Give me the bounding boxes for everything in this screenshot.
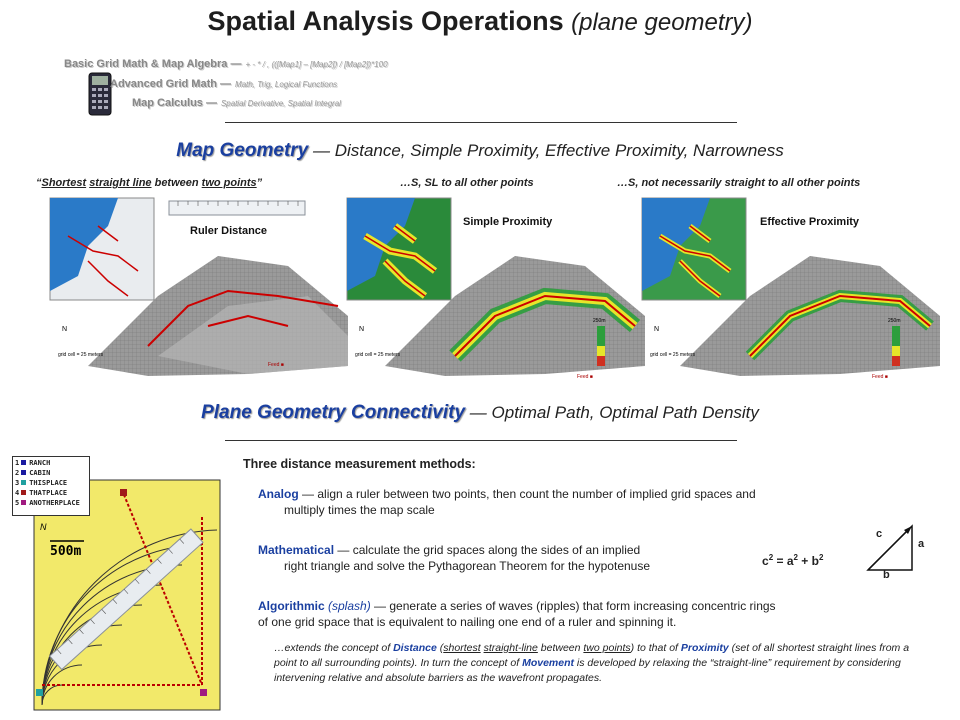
legend-n-5: 5	[15, 499, 20, 507]
feed-text-1: Feed ■	[268, 362, 284, 368]
method-analog	[258, 486, 898, 518]
legend-swatch-4	[21, 490, 26, 495]
algorithmic-note: (splash)	[328, 599, 371, 613]
connectivity-topics: Optimal Path, Optimal Path Density	[491, 403, 759, 422]
extends-p7: is developed by relaxing the “straight-line” requirement by considering intervening relative and absolute barriers as the wavefront propagates.	[274, 657, 901, 684]
extends-movement: Movement	[522, 657, 575, 669]
formula-b: b	[811, 554, 819, 568]
mathematical-text-2: right triangle and solve the Pythagorean Theorem for the hypotenuse	[284, 559, 651, 573]
formula-c: c	[762, 554, 769, 568]
word-straight-line: straight line	[89, 177, 152, 189]
calculator-icon	[88, 72, 112, 116]
map-point-thisplace	[36, 689, 43, 696]
algorithmic-label: Algorithmic	[258, 599, 325, 613]
map-scale: 500m	[50, 544, 82, 559]
map-geometry-title: Map Geometry	[176, 140, 309, 161]
subtitle-distance	[36, 177, 262, 189]
mathematical-label: Mathematical	[258, 543, 335, 557]
legend-n-1: 1	[15, 459, 20, 467]
formula-c-sq: 2	[768, 553, 774, 562]
formula-a-sq: 2	[793, 553, 798, 562]
extends-paragraph	[274, 641, 934, 686]
svg-text:N: N	[40, 522, 47, 532]
formula-b-sq: 2	[819, 553, 824, 562]
legend-swatch-2	[21, 470, 26, 475]
extends-p1: …extends the concept of	[274, 642, 394, 654]
subtitle-effective: …S, not necessarily straight to all other points	[617, 177, 861, 189]
pythagorean-formula	[762, 553, 823, 568]
map-geometry-topics: Distance, Simple Proximity, Effective Proximity, Narrowness	[334, 141, 784, 160]
legend-top-2: 250m	[593, 318, 606, 324]
triangle-label-b: b	[883, 569, 890, 581]
legend-swatch-1	[21, 460, 26, 465]
svg-text:N: N	[359, 326, 365, 333]
legend-name-1: RANCH	[29, 459, 51, 467]
ruler-icon	[168, 200, 306, 216]
divider-bottom	[225, 440, 737, 441]
extends-p4: between	[537, 642, 584, 654]
level-calculus	[132, 97, 341, 109]
level-advanced-label: Advanced Grid Math —	[110, 78, 232, 90]
extends-p5: ) to that of	[630, 642, 681, 654]
svg-text:N: N	[654, 326, 660, 333]
legend-name-3: THISPLACE	[29, 479, 68, 487]
subtitle-simple: …S, SL to all other points	[400, 177, 534, 189]
extends-proximity: Proximity	[680, 642, 729, 654]
map-point-thatplace	[120, 489, 127, 496]
formula-a: a	[786, 554, 794, 568]
formula-eq: =	[773, 554, 787, 568]
analog-label: Analog	[258, 487, 299, 501]
map-point-anotherplace	[200, 689, 207, 696]
legend-name-2: CABIN	[29, 469, 51, 477]
legend-n-4: 4	[15, 489, 20, 497]
connectivity-dash: —	[469, 403, 487, 422]
extends-twopoints: two points	[583, 642, 631, 654]
legend-item-1	[15, 458, 87, 468]
extends-p2: (	[436, 642, 444, 654]
level-calculus-detail: Spatial Derivative, Spatial Integral	[220, 99, 342, 108]
word-shortest: Shortest	[41, 177, 87, 189]
word-two-points: two points	[201, 177, 257, 189]
extends-straight: straight-line	[483, 642, 538, 654]
divider-top	[225, 122, 737, 123]
page-title	[0, 6, 960, 37]
level-basic	[64, 58, 388, 70]
title-main: Spatial Analysis Operations	[207, 6, 564, 36]
legend-item-5	[15, 498, 87, 508]
extends-distance: Distance	[393, 642, 437, 654]
level-advanced-detail: Math, Trig, Logical Functions	[235, 80, 338, 89]
panel-label-ruler: Ruler Distance	[190, 225, 268, 237]
triangle-label-a: a	[918, 538, 925, 550]
method-algorithmic	[258, 598, 918, 630]
legend-swatch-3	[21, 480, 26, 485]
algorithmic-text-1: — generate a series of waves (ripples) that form increasing concentric rings	[374, 599, 776, 613]
scale-text-2: grid cell = 25 meters	[355, 352, 401, 358]
connectivity-heading	[0, 402, 960, 424]
open-quote: “	[36, 177, 42, 189]
mathematical-text-1: — calculate the grid spaces along the sides of an implied	[337, 543, 641, 557]
algorithmic-text-2: of one grid space that is equivalent to nailing one end of a ruler and spinning it.	[258, 615, 677, 629]
legend-n-2: 2	[15, 469, 20, 477]
methods-heading: Three distance measurement methods:	[243, 457, 476, 471]
legend-item-2	[15, 468, 87, 478]
analog-text-2: multiply times the map scale	[284, 503, 435, 517]
scale-text-1: grid cell = 25 meters	[58, 352, 104, 358]
feed-text-3: Feed ■	[872, 374, 888, 380]
analog-text-1: — align a ruler between two points, then count the number of implied grid spaces and	[302, 487, 756, 501]
level-basic-label: Basic Grid Math & Map Algebra —	[64, 58, 242, 70]
formula-plus: +	[797, 554, 812, 568]
panel-label-simple: Simple Proximity	[463, 216, 553, 228]
legend-item-3	[15, 478, 87, 488]
legend-n-3: 3	[15, 479, 20, 487]
feed-text-2: Feed ■	[577, 374, 593, 380]
map-geometry-dash: —	[312, 141, 330, 160]
triangle-label-c: c	[876, 528, 883, 540]
legend-box	[12, 456, 90, 516]
level-basic-detail: + - * / , (([Map1] – [Map2]) / [Map2])*100	[245, 60, 388, 69]
right-triangle-diagram	[860, 518, 930, 584]
level-calculus-label: Map Calculus —	[132, 97, 217, 109]
level-advanced	[110, 78, 337, 90]
extends-p6: (set of all shortest straight lines from a point to all surrounding points). In turn the concept of	[274, 642, 910, 669]
svg-text:N: N	[62, 326, 68, 333]
legend-top-3: 250m	[888, 318, 901, 324]
map-geometry-heading	[0, 140, 960, 162]
legend-swatch-5	[21, 500, 26, 505]
title-sub: (plane geometry)	[571, 9, 753, 36]
panel-label-effective: Effective Proximity	[760, 216, 860, 228]
legend-item-4	[15, 488, 87, 498]
legend-name-4: THATPLACE	[29, 489, 68, 497]
word-between: between	[154, 177, 199, 189]
scale-text-3: grid cell = 25 meters	[650, 352, 696, 358]
method-mathematical	[258, 542, 738, 574]
close-quote: ”	[256, 177, 263, 189]
legend-name-5: ANOTHERPLACE	[29, 499, 80, 507]
extends-shortest: shortest	[443, 642, 481, 654]
connectivity-title: Plane Geometry Connectivity	[201, 402, 466, 423]
